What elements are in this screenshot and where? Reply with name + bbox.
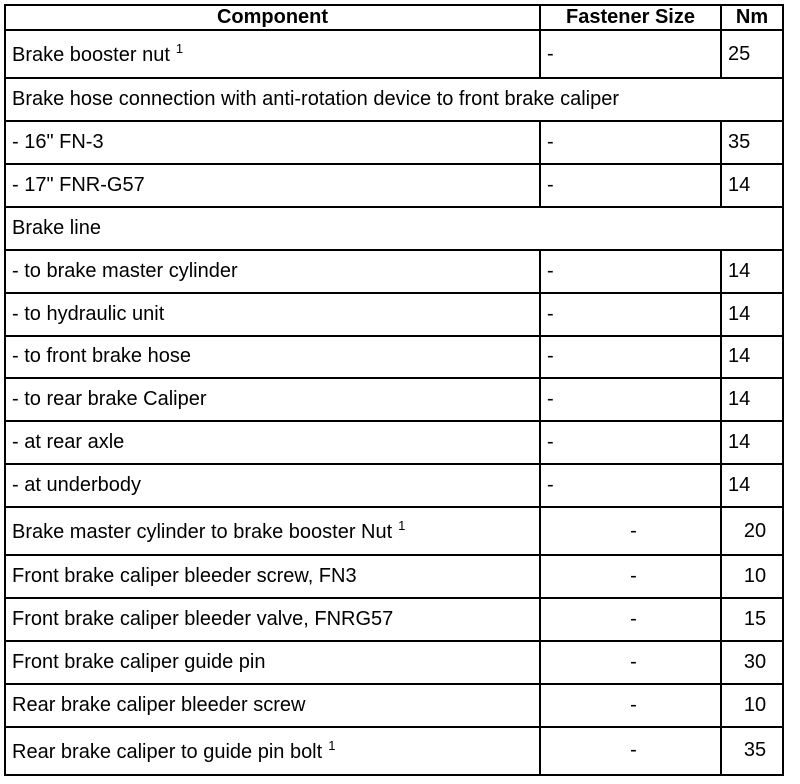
table-row: [5, 507, 783, 555]
table-row: [5, 684, 783, 727]
fastener-size-cell: -: [540, 641, 721, 684]
nm-cell: 14: [721, 164, 783, 207]
section-heading-cell: Brake hose connection with anti-rotation device to front brake caliper: [5, 78, 783, 121]
component-cell: - to brake master cylinder: [5, 250, 540, 293]
nm-cell: 10: [721, 555, 783, 598]
component-cell: - 17" FNR-G57: [5, 164, 540, 207]
nm-cell: 15: [721, 598, 783, 641]
component-cell: Front brake caliper guide pin: [5, 641, 540, 684]
table-row: [5, 250, 783, 293]
nm-cell: 35: [721, 727, 783, 775]
fastener-size-cell: -: [540, 121, 721, 164]
component-cell: Brake booster nut $^1$: [5, 30, 540, 78]
fastener-size-cell: -: [540, 164, 721, 207]
nm-cell: 14: [721, 464, 783, 507]
nm-cell: 20: [721, 507, 783, 555]
table-section-row: [5, 207, 783, 250]
table-row: [5, 464, 783, 507]
fastener-size-cell: -: [540, 464, 721, 507]
nm-cell: 25: [721, 30, 783, 78]
nm-cell: 14: [721, 293, 783, 336]
header-component: Component: [5, 5, 540, 30]
header-nm: Nm: [721, 5, 783, 30]
component-cell: - at underbody: [5, 464, 540, 507]
fastener-size-cell: -: [540, 555, 721, 598]
component-cell: Rear brake caliper bleeder screw: [5, 684, 540, 727]
fastener-size-cell: -: [540, 598, 721, 641]
table-row: [5, 598, 783, 641]
component-cell: - to front brake hose: [5, 336, 540, 379]
table-row: [5, 164, 783, 207]
component-cell: - 16" FN-3: [5, 121, 540, 164]
footnote-marker: 1: [398, 518, 406, 534]
table-row: [5, 555, 783, 598]
fastener-size-cell: -: [540, 336, 721, 379]
table-row: [5, 727, 783, 775]
component-cell: - to hydraulic unit: [5, 293, 540, 336]
fastener-size-cell: -: [540, 293, 721, 336]
fastener-size-cell: -: [540, 421, 721, 464]
table-row: [5, 421, 783, 464]
fastener-size-cell: -: [540, 378, 721, 421]
component-cell: - to rear brake Caliper: [5, 378, 540, 421]
nm-cell: 14: [721, 378, 783, 421]
table-row: [5, 293, 783, 336]
header-row: [5, 5, 783, 30]
nm-cell: 14: [721, 336, 783, 379]
nm-cell: 10: [721, 684, 783, 727]
table-row: [5, 641, 783, 684]
component-cell: Front brake caliper bleeder valve, FNRG57: [5, 598, 540, 641]
component-cell: Front brake caliper bleeder screw, FN3: [5, 555, 540, 598]
nm-cell: 35: [721, 121, 783, 164]
fastener-size-cell: -: [540, 684, 721, 727]
fastener-size-cell: -: [540, 507, 721, 555]
table-row: [5, 336, 783, 379]
fastener-size-cell: -: [540, 727, 721, 775]
nm-cell: 14: [721, 421, 783, 464]
component-cell: Rear brake caliper to guide pin bolt $^1$: [5, 727, 540, 775]
fastener-size-cell: -: [540, 250, 721, 293]
component-cell: - at rear axle: [5, 421, 540, 464]
component-cell: Brake master cylinder to brake booster Nut $^1$: [5, 507, 540, 555]
table-row: [5, 121, 783, 164]
table-row: [5, 30, 783, 78]
nm-cell: 14: [721, 250, 783, 293]
table-section-row: [5, 78, 783, 121]
section-heading-cell: Brake line: [5, 207, 783, 250]
footnote-marker: 1: [175, 41, 184, 57]
header-fastener-size: Fastener Size: [540, 5, 721, 30]
nm-cell: 30: [721, 641, 783, 684]
torque-specification-table: [4, 4, 784, 776]
footnote-marker: 1: [328, 737, 336, 753]
table-row: [5, 378, 783, 421]
fastener-size-cell: -: [540, 30, 721, 78]
